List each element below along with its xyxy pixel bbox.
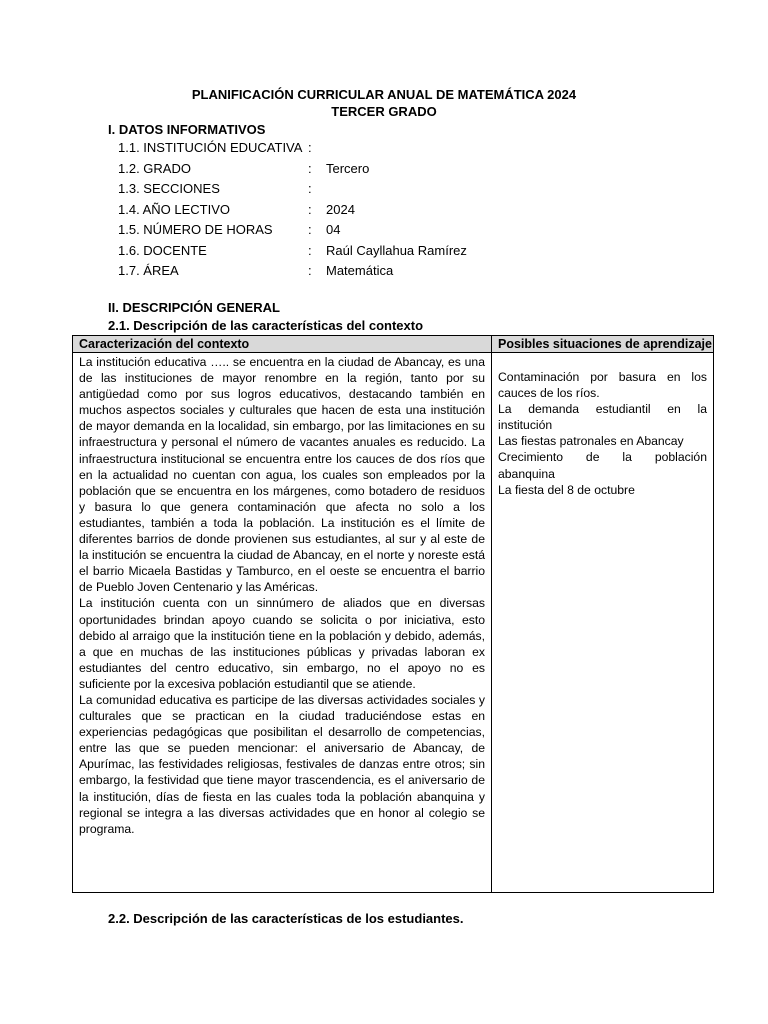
section-datos-informativos: I. DATOS INFORMATIVOS — [108, 122, 266, 137]
subsection-contexto: 2.1. Descripción de las características del contexto — [108, 318, 424, 333]
subsection-estudiantes: 2.2. Descripción de las características de los estudiantes. — [108, 911, 464, 926]
info-colon: : — [308, 222, 312, 237]
info-colon: : — [308, 263, 312, 278]
info-value: Raúl Cayllahua Ramírez — [326, 242, 467, 258]
info-label: 1.6. DOCENTE — [118, 242, 207, 258]
context-paragraph: La institución educativa ….. se encuentra en la ciudad de Abancay, es una de las instituciones de mayor renombre en la región, tanto por su antigüedad como por sus logros educativos, destacando también en muchos aspectos sociales y culturales que hacen de esta una institución de mayor demanda en la localidad, sin embargo, por las limitaciones en su infraestructura y personal el número de vacantes anuales es reducido. La infraestructura institucional se encuentra entre los cauces de dos ríos que en la actualidad no cuentan con agua, los cuales son empleados por la población que se encuentra en los márgenes, como botadero de residuos y basura lo que genera contaminación que afecta no solo a los estudiantes, también a toda la población. La institución es el límite de diferentes barrios de donde provienen sus estudiantes, al sur y al este de la institución se encuentra la ciudad de Abancay, en el norte y noreste está el barrio Micaela Bastidas y Tamburco, en el oeste se encuentra el barrio de Pueblo Joven Centenario y las Américas. — [79, 355, 485, 595]
situation-item: Las fiestas patronales en Abancay — [498, 434, 684, 449]
info-label: 1.1. INSTITUCIÓN EDUCATIVA — [118, 140, 303, 155]
info-label: 1.4. AÑO LECTIVO — [118, 201, 230, 217]
document-subtitle: TERCER GRADO — [331, 104, 437, 119]
info-label: 1.7. ÁREA — [118, 263, 179, 278]
info-value: 2024 — [326, 201, 355, 217]
situations-list — [492, 353, 713, 498]
table-header-contexto: Caracterización del contexto — [73, 336, 492, 353]
context-paragraph: La comunidad educativa es participe de las diversas actividades sociales y culturales que se practican en la ciudad traduciéndose estas en experiencias pedagógicas que posibilitan el desarrollo de competencias, entre las que se pueden mencionar: el aniversario de Abancay, de Apurímac, las festividades religiosas, festivales de danzas entre otros; sin embargo, la festividad que tiene mayor trascendencia, es el aniversario de la institución, días de fiesta en las cuales toda la población abanquina y regional se integra a las diversas actividades que en honor al colegio se programa. — [79, 692, 485, 836]
info-value: Matemática — [326, 263, 394, 278]
info-colon: : — [308, 181, 312, 196]
info-label: 1.5. NÚMERO DE HORAS — [118, 222, 273, 237]
info-colon: : — [308, 242, 312, 258]
info-value: 04 — [326, 222, 341, 237]
context-cell — [73, 353, 492, 893]
info-label: 1.2. GRADO — [118, 160, 191, 176]
info-value: Tercero — [326, 160, 370, 176]
table-header-situaciones: Posibles situaciones de aprendizaje — [492, 336, 714, 353]
info-label: 1.3. SECCIONES — [118, 181, 220, 196]
info-colon: : — [308, 140, 312, 155]
info-colon: : — [308, 160, 312, 176]
context-text — [73, 353, 491, 837]
context-table — [72, 335, 714, 893]
situation-item: La demanda estudiantil en la institución — [498, 402, 707, 433]
document-title: PLANIFICACIÓN CURRICULAR ANUAL DE MATEMÁTICA 2024 — [191, 87, 577, 102]
situation-item: Contaminación por basura en los cauces de los ríos. — [498, 370, 707, 401]
info-colon: : — [308, 201, 312, 217]
situations-cell — [492, 353, 714, 893]
section-descripcion-general: II. DESCRIPCIÓN GENERAL — [108, 300, 280, 315]
situation-item: La fiesta del 8 de octubre — [498, 482, 635, 497]
situation-item: Crecimiento de la población abanquina — [498, 450, 707, 481]
context-paragraph: La institución cuenta con un sinnúmero de aliados que en diversas oportunidades brindan apoyo cuando se solicita o por iniciativa, esto debido al arraigo que la institución tiene en la población y debido, además, a que en muchas de las instituciones públicas y privadas laboran ex estudiantes del centro educativo, sin embargo, no el apoyo no es suficiente por la excesiva población estudiantil que se atiende. — [79, 596, 485, 691]
